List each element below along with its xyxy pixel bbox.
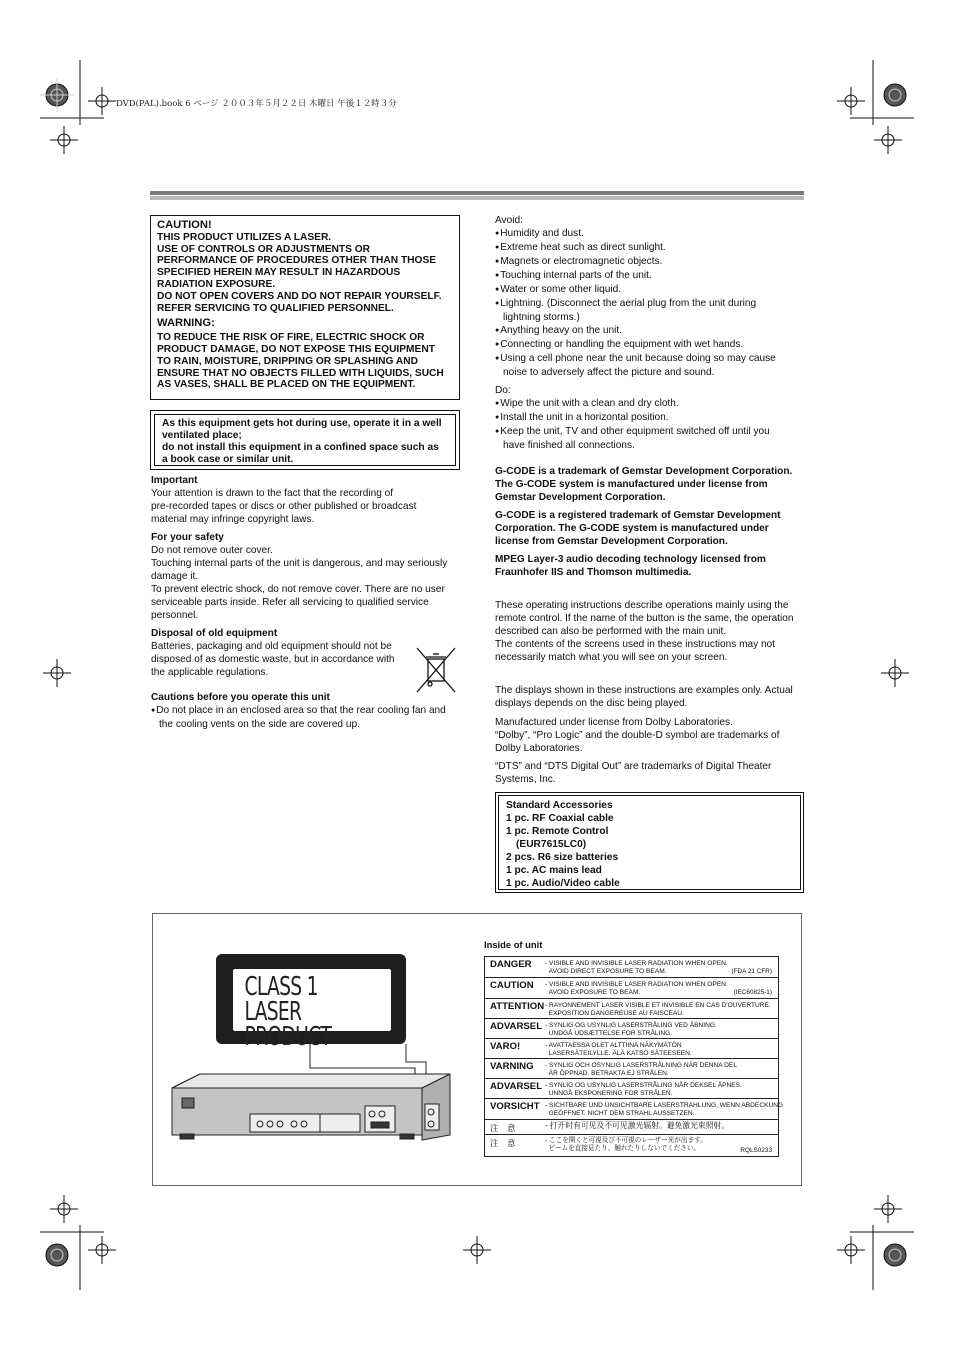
warning-row-label: VARNING bbox=[490, 1061, 534, 1072]
print-header: DVD(PAL).book 6 ページ ２００３年５月２２日 木曜日 午後１２時３分 bbox=[116, 99, 397, 109]
note-line: The contents of the screens used in these instructions may not bbox=[495, 639, 775, 650]
warning-line: ENSURE THAT NO OBJECTS FILLED WITH LIQUIDS, SUCH bbox=[157, 367, 444, 379]
accessories-inner bbox=[498, 795, 801, 890]
mpeg-line: MPEG Layer-3 audio decoding technology licensed from bbox=[495, 554, 766, 565]
gcode-text: Gemstar Development Corporation. bbox=[495, 492, 666, 503]
disposal-heading: Disposal of old equipment bbox=[151, 628, 278, 639]
accessory-item: 2 pcs. R6 size batteries bbox=[506, 852, 619, 863]
avoid-item: ● Magnets or electromagnetic objects. bbox=[495, 255, 807, 269]
class1-laser-label bbox=[216, 954, 406, 1052]
warning-row-label: VARO! bbox=[490, 1041, 521, 1052]
avoid-heading: Avoid: bbox=[495, 215, 523, 226]
gcode-trademark-2 bbox=[495, 509, 807, 548]
cautions-bullet-line: the cooling vents on the side are covered up. bbox=[159, 719, 360, 730]
warning-row-label: DANGER bbox=[490, 959, 532, 970]
caution-line: THIS PRODUCT UTILIZES A LASER. bbox=[157, 231, 332, 243]
safety-line: Touching internal parts of the unit is dangerous, and may seriously bbox=[151, 558, 448, 569]
gcode-text: license from Gemstar Development Corporation. bbox=[495, 536, 728, 547]
important-line: material may infringe copyright laws. bbox=[151, 514, 315, 525]
note-line: These operating instructions describe operations mainly using the bbox=[495, 600, 789, 611]
warning-row bbox=[485, 999, 778, 1019]
gcode-text: Corporation. The G- bbox=[495, 523, 591, 534]
avoid-item: ● Using a cell phone near the unit because doing so may cause bbox=[495, 352, 807, 366]
warning-row bbox=[485, 1019, 778, 1039]
warning-row-text: - SICHTBARE UND UNSICHTBARE LASERSTRAHLUNG, WENN ABDECKUNG GEÖFFNET. NICHT DEM STRAHL AUSSETZEN. bbox=[545, 1102, 784, 1118]
inside-unit-title: Inside of unit bbox=[484, 939, 543, 950]
accessory-item: 1 pc. Audio/Video cable bbox=[506, 878, 620, 889]
warning-row-line: ビームを直接見たり、触れたりしないでください。 bbox=[548, 1145, 701, 1153]
warning-row-text: - RAYONNEMENT LASER VISIBLE ET INVISIBLE EN CAS D'OUVERTURE. EXPOSITION DANGEREUSE AU FAISCEAU. bbox=[545, 1002, 771, 1018]
disposal-line: disposed of as domestic waste, but in accordance with bbox=[151, 654, 395, 665]
laser-label-line2: LASER PRODUCT bbox=[244, 997, 332, 1052]
note-line: Dolby Laboratories. bbox=[495, 743, 583, 754]
warning-row-code: (FDA 21 CFR) bbox=[731, 968, 772, 975]
warning-row-line: VISIBLE AND INVISIBLE LASER RADIATION WHEN OPEN. bbox=[549, 960, 728, 967]
safety-heading: For your safety bbox=[151, 532, 224, 543]
gcode-small: CODE bbox=[526, 479, 557, 490]
note-line: The displays shown in these instructions are examples only. Actual bbox=[495, 685, 793, 696]
ventilation-line: do not install this equipment in a confined space such as bbox=[162, 442, 439, 453]
caution-line: SPECIFIED HEREIN MAY RESULT IN HAZARDOUS bbox=[157, 267, 401, 279]
caution-heading: CAUTION! bbox=[157, 219, 212, 231]
displays-note bbox=[495, 684, 807, 710]
warning-row-text: - VISIBLE AND INVISIBLE LASER RADIATION WHEN OPEN. AVOID EXPOSURE TO BEAM. bbox=[545, 981, 728, 997]
note-line: described can also be performed with the main unit. bbox=[495, 626, 727, 637]
instructions-note bbox=[495, 599, 807, 664]
warning-row-text: - SYNLIG OCH OSYNLIG LASERSTRÅLNING NÄR DENNA DEL ÄR ÖPPNAD. BETRAKTA EJ STRÅLEN. bbox=[545, 1062, 738, 1078]
warning-row-line: AVOID DIRECT EXPOSURE TO BEAM. bbox=[548, 968, 667, 976]
warning-row-line: SYNLIG OCH OSYNLIG LASERSTRÅLNING NÄR DENNA DEL bbox=[549, 1062, 738, 1069]
warning-row-label: ADVARSEL bbox=[490, 1021, 543, 1032]
avoid-item: ● Lightning. (Disconnect the aerial plug from the unit during bbox=[495, 297, 807, 311]
note-line: “Dolby”, “Pro Logic” and the double-D symbol are trademarks of bbox=[495, 730, 780, 741]
warning-row-line: SYNLIG OG USYNLIG LASERSTRÅLING NÅR DEKSEL ÅPNES. bbox=[549, 1082, 742, 1089]
do-item: ● Keep the unit, TV and other equipment switched off until you bbox=[495, 425, 807, 439]
crossed-out-wheelie-bin-icon bbox=[413, 646, 459, 694]
warning-line: PRODUCT DAMAGE, DO NOT EXPOSE THIS EQUIPMENT bbox=[157, 343, 435, 355]
note-line: necessarily match what you will see on your screen. bbox=[495, 652, 728, 663]
warning-row bbox=[485, 1059, 778, 1079]
warning-row-label: 注 意 bbox=[490, 1124, 516, 1134]
gcode-text: system is manufactured under bbox=[619, 523, 769, 534]
caution-line: RADIATION EXPOSURE. bbox=[157, 278, 276, 290]
warning-row bbox=[485, 957, 778, 978]
ventilation-line: As this equipment gets hot during use, operate it in a well bbox=[162, 418, 442, 429]
warning-heading: WARNING: bbox=[157, 317, 215, 330]
warning-row-text: - SYNLIG OG USYNLIG LASERSTRÅLING NÅR DEKSEL ÅPNES. UNNGÅ EKSPONERING FOR STRÅLEN. bbox=[545, 1082, 742, 1098]
gcode-small: CODE bbox=[506, 510, 536, 521]
warning-row bbox=[485, 1120, 778, 1135]
warning-row-line: RAYONNEMENT LASER VISIBLE ET INVISIBLE EN CAS D'OUVERTURE. bbox=[549, 1002, 771, 1009]
warning-row-label: ADVARSEL bbox=[490, 1081, 543, 1092]
mpeg-line: Fraunhofer IIS and Thomson multimedia. bbox=[495, 567, 692, 578]
accessory-item: 1 pc. AC mains lead bbox=[506, 865, 602, 876]
dts-note bbox=[495, 760, 807, 786]
warning-row bbox=[485, 1099, 784, 1120]
laser-label-inner bbox=[232, 968, 392, 1052]
caution-warning-box bbox=[150, 215, 460, 400]
cautions-heading: Cautions before you operate this unit bbox=[151, 692, 330, 703]
gcode-prefix: G- bbox=[495, 510, 507, 521]
warning-row bbox=[485, 1135, 778, 1157]
gcode-small: CODE bbox=[506, 466, 536, 477]
warning-row-line: SICHTBARE UND UNSICHTBARE LASERSTRAHLUNG, WENN ABDECKUNG bbox=[549, 1102, 784, 1109]
warning-row bbox=[485, 978, 778, 999]
avoid-item: ● Extreme heat such as direct sunlight. bbox=[495, 241, 807, 255]
gcode-trademark-1 bbox=[495, 465, 807, 504]
disposal-line: the applicable regulations. bbox=[151, 667, 269, 678]
warning-line: TO RAIN, MOISTURE, DRIPPING OR SPLASHING AND bbox=[157, 355, 418, 367]
note-line: displays depends on the disc being played. bbox=[495, 698, 688, 709]
accessory-item: 1 pc. RF Coaxial cable bbox=[506, 813, 614, 824]
warning-row-label: CAUTION bbox=[490, 980, 534, 991]
gcode-text: The G- bbox=[495, 479, 527, 490]
warning-row-label: ATTENTION bbox=[490, 1001, 545, 1012]
warning-line: TO REDUCE THE RISK OF FIRE, ELECTRIC SHOCK OR bbox=[157, 332, 425, 344]
right-column-text bbox=[495, 214, 807, 786]
warning-row-line: 打开时有可见及不可见激光辐射。避免激光束照射。 bbox=[549, 1121, 730, 1130]
ventilation-line: a book case or similar unit. bbox=[162, 454, 294, 465]
warning-row-line: AVATTAESSA OLET ALTTIINA NÄKYMÄTÖN bbox=[548, 1042, 682, 1049]
ventilation-notice-box bbox=[150, 410, 460, 470]
avoid-item-cont: lightning storms.) bbox=[503, 312, 580, 323]
warning-row-line: AVOID EXPOSURE TO BEAM. bbox=[548, 989, 641, 997]
do-heading: Do: bbox=[495, 385, 511, 396]
warning-row-code: (IEC60825-1) bbox=[733, 989, 772, 996]
warning-row-line: UNNGÅ EKSPONERING FOR STRÅLEN. bbox=[548, 1090, 673, 1098]
warning-row-label: 注 意 bbox=[490, 1139, 516, 1149]
laser-warning-label bbox=[484, 956, 784, 1157]
warning-row-line: ÄR ÖPPNAD. BETRAKTA EJ STRÅLEN. bbox=[548, 1070, 669, 1078]
gcode-small: CODE bbox=[590, 523, 620, 534]
caution-line: DO NOT OPEN COVERS AND DO NOT REPAIR YOURSELF. bbox=[157, 290, 442, 302]
ventilation-line: ventilated place; bbox=[162, 430, 242, 441]
accessory-item: 1 pc. Remote Control bbox=[506, 826, 609, 837]
warning-row-line: UNDGÅ UDSÆTTELSE FOR STRÅLING. bbox=[548, 1030, 673, 1038]
do-item: ● Install the unit in a horizontal position. bbox=[495, 411, 807, 425]
gcode-text: is a trademark of Gemstar Development Corporation. bbox=[535, 466, 793, 477]
accessory-item: (EUR7615LC0) bbox=[516, 839, 587, 850]
top-rule bbox=[150, 191, 804, 203]
important-line: pre-recorded tapes or discs or other published or broadcast bbox=[151, 501, 417, 512]
gcode-text: system is manufactured under license from bbox=[556, 479, 768, 490]
note-line: Manufactured under license from Dolby Laboratories. bbox=[495, 717, 733, 728]
caution-line: REFER SERVICING TO QUALIFIED PERSONNEL. bbox=[157, 302, 394, 314]
caution-line: PERFORMANCE OF PROCEDURES OTHER THAN THOSE bbox=[157, 255, 437, 267]
gcode-prefix: G- bbox=[495, 466, 507, 477]
important-line: Your attention is drawn to the fact that the recording of bbox=[151, 488, 394, 499]
laser-label-line1: CLASS 1 bbox=[244, 972, 318, 1002]
avoid-item: ● Water or some other liquid. bbox=[495, 283, 807, 297]
warning-row-line: EXPOSITION DANGEREUSE AU FAISCEAU. bbox=[548, 1010, 684, 1018]
dolby-note bbox=[495, 716, 807, 755]
warning-row-text: - SYNLIG OG USYNLIG LASERSTRÅLING VED ÅBNING. UNDGÅ UDSÆTTELSE FOR STRÅLING. bbox=[545, 1022, 717, 1038]
avoid-item-cont: noise to adversely affect the picture and sound. bbox=[503, 367, 715, 378]
avoid-item: ● Humidity and dust. bbox=[495, 227, 807, 241]
safety-line: To prevent electric shock, do not remove cover. There are no user bbox=[151, 584, 445, 595]
safety-line: personnel. bbox=[151, 610, 199, 621]
warning-row-text: - 打开时有可见及不可见激光辐射。避免激光束照射。 bbox=[545, 1121, 730, 1130]
avoid-item: ● Touching internal parts of the unit. bbox=[495, 269, 807, 283]
warning-row-line: ここを開くと可視及び不可視のレーザー光が出ます。 bbox=[549, 1137, 707, 1144]
mpeg-license bbox=[495, 553, 807, 579]
note-line: Systems, Inc. bbox=[495, 774, 556, 785]
warning-line: AS VASES, SHALL BE PLACED ON THE EQUIPMENT. bbox=[157, 379, 416, 391]
cautions-bullet-line: ● Do not place in an enclosed area so that the rear cooling fan and bbox=[151, 704, 463, 718]
important-heading: Important bbox=[151, 475, 198, 486]
safety-line: damage it. bbox=[151, 571, 199, 582]
warning-row-text: - AVATTAESSA OLET ALTTIINA NÄKYMÄTÖN LASERSÄTEILYLLE. ÄLÄ KATSO SÄTEESEEN. bbox=[545, 1042, 692, 1058]
dvd-recorder-rear-illustration bbox=[160, 1040, 460, 1150]
warning-row bbox=[485, 1079, 778, 1099]
warning-row-line: SYNLIG OG USYNLIG LASERSTRÅLING VED ÅBNING. bbox=[549, 1022, 717, 1029]
warning-row-text: - VISIBLE AND INVISIBLE LASER RADIATION WHEN OPEN. AVOID DIRECT EXPOSURE TO BEAM. bbox=[545, 960, 728, 976]
safety-line: Do not remove outer cover. bbox=[151, 545, 273, 556]
warning-row-text: - ここを開くと可視及び不可視のレーザー光が出ます。 ビームを直接見たり、触れたりしないでください。 bbox=[545, 1137, 707, 1153]
avoid-item: ● Connecting or handling the equipment with wet hands. bbox=[495, 338, 807, 352]
warning-row-line: LASERSÄTEILYLLE. ÄLÄ KATSO SÄTEESEEN. bbox=[548, 1050, 692, 1058]
caution-line: USE OF CONTROLS OR ADJUSTMENTS OR bbox=[157, 243, 371, 255]
avoid-item: ● Anything heavy on the unit. bbox=[495, 324, 807, 338]
accessories-box bbox=[495, 792, 804, 893]
do-item-cont: have finished all connections. bbox=[503, 440, 635, 451]
note-line: “DTS” and “DTS Digital Out” are trademarks of Digital Theater bbox=[495, 761, 772, 772]
warning-row-line: GEÖFFNET. NICHT DEM STRAHL AUSSETZEN. bbox=[548, 1110, 695, 1118]
warning-row-label: VORSICHT bbox=[490, 1101, 540, 1112]
warning-row-line: VISIBLE AND INVISIBLE LASER RADIATION WHEN OPEN. bbox=[549, 981, 728, 988]
do-item: ● Wipe the unit with a clean and dry cloth. bbox=[495, 397, 807, 411]
warning-row-code: RQLS0233 bbox=[740, 1147, 772, 1154]
gcode-text: is a registered trademark of Gemstar Development bbox=[535, 510, 781, 521]
accessories-title: Standard Accessories bbox=[506, 800, 613, 811]
warning-row bbox=[485, 1039, 778, 1059]
ventilation-notice-inner bbox=[154, 414, 456, 466]
note-line: remote control. If the name of the button is the same, the operation bbox=[495, 613, 794, 624]
disposal-line: Batteries, packaging and old equipment should not be bbox=[151, 641, 392, 652]
safety-line: serviceable parts inside. Refer all servicing to qualified service bbox=[151, 597, 429, 608]
